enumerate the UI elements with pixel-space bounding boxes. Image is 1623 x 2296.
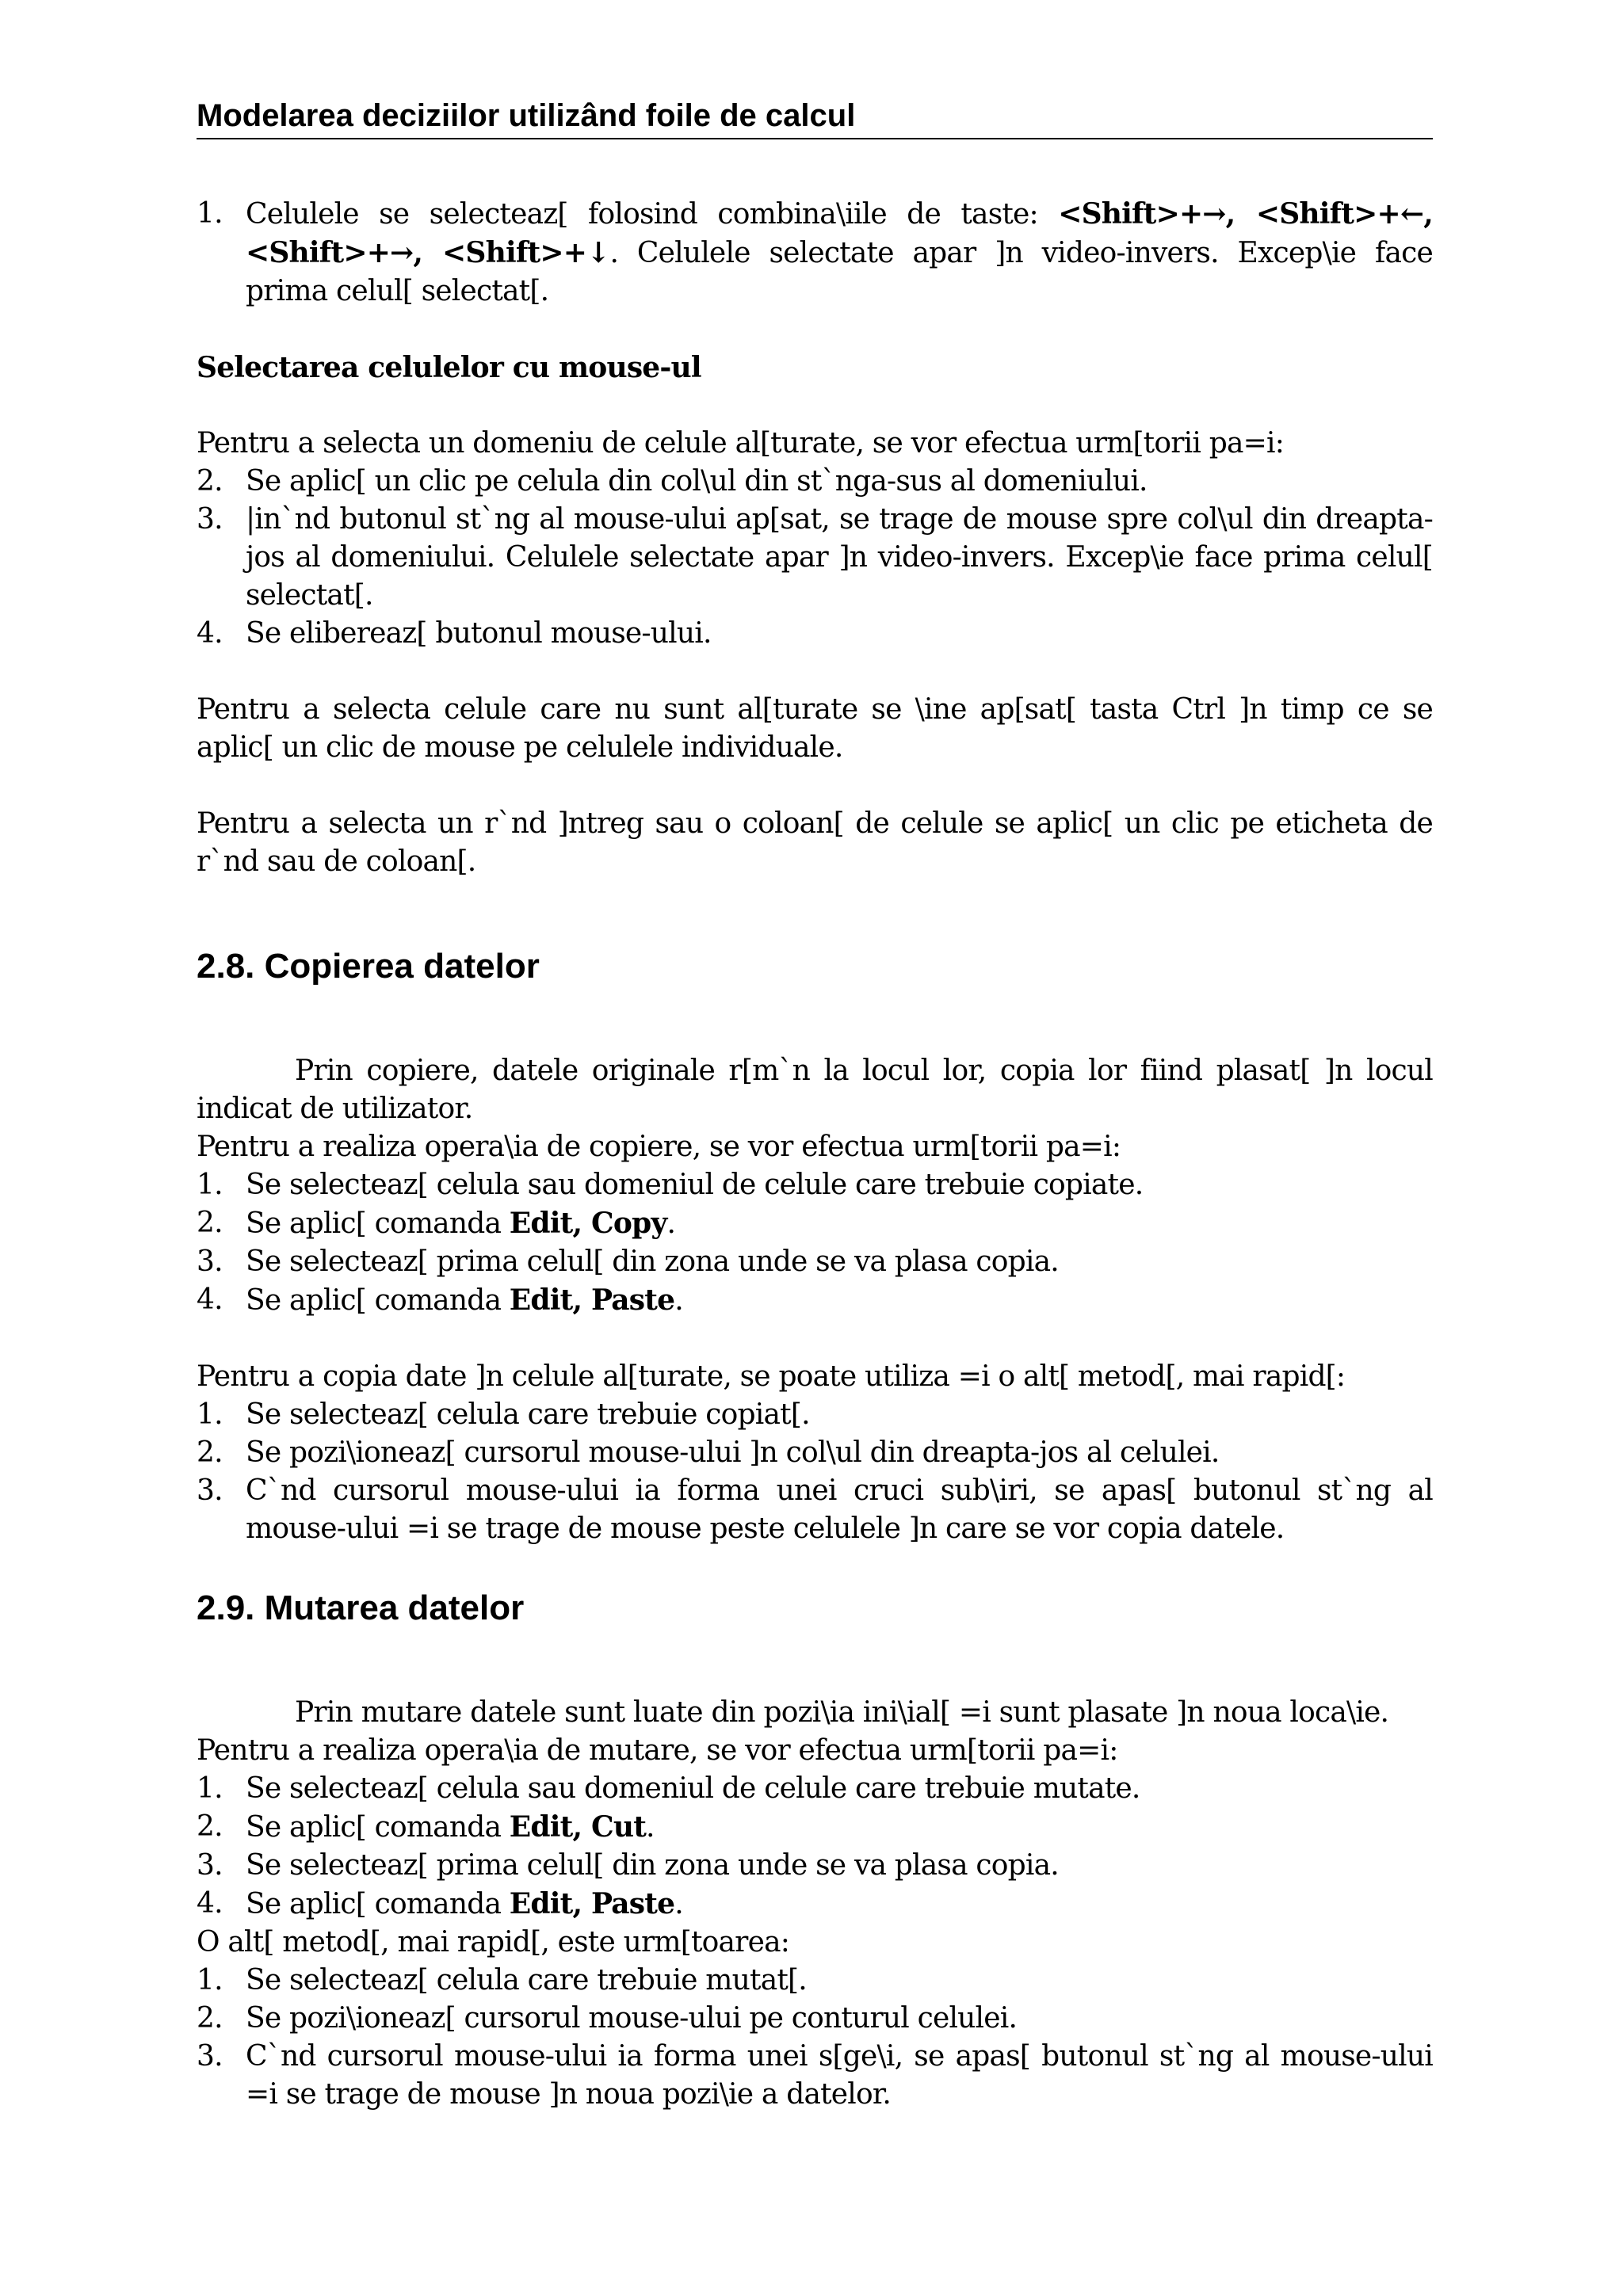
paragraph: Pentru a realiza opera\ia de copiere, se vor efectua urm[torii pa=i: bbox=[197, 1131, 1121, 1163]
list-text: Se selecteaz[ celula sau domeniul de celule care trebuie mutate. bbox=[246, 1772, 1140, 1805]
move-steps bbox=[197, 1770, 1433, 1924]
list-item bbox=[197, 1472, 1433, 1548]
list-text: Se aplic[ comanda bbox=[246, 1888, 510, 1920]
running-header: Modelarea deciziilor utilizând foile de calcul bbox=[197, 97, 1433, 139]
list-number: 2. bbox=[197, 465, 223, 498]
paragraph: O alt[ metod[, mai rapid[, este urm[toarea: bbox=[197, 1926, 790, 1958]
list-text: Se selecteaz[ celula care trebuie copiat[. bbox=[246, 1398, 810, 1431]
list-number: 4. bbox=[197, 1887, 223, 1920]
mouse-selection-steps bbox=[197, 463, 1433, 653]
list-number: 2. bbox=[197, 1207, 223, 1239]
paragraph: Pentru a selecta celule care nu sunt al[turate se \ine ap[sat[ tasta Ctrl ]n timp ce se aplic[ un clic de mouse pe celulele individuale. bbox=[197, 693, 1433, 764]
list-text: . Celulele selectate apar ]n video-invers. Excep\ie face prima celul[ selectat[. bbox=[246, 237, 1434, 307]
list-item bbox=[197, 1962, 1433, 2000]
list-item bbox=[197, 1396, 1433, 1434]
key-combinations: <Shift>+→, <Shift>+←, <Shift>+→, <Shift>+↓ bbox=[246, 197, 1433, 269]
list-number: 3. bbox=[197, 1474, 223, 1507]
list-item bbox=[197, 463, 1433, 501]
list-text: C`nd cursorul mouse-ului ia forma unei cruci sub\iri, se apas[ butonul st`ng al mouse-ului =i se trage de mouse peste celulele ]n care se vor copia datele. bbox=[246, 1474, 1433, 1545]
list-item bbox=[197, 1281, 1433, 1320]
list-text: Se pozi\ioneaz[ cursorul mouse-ului pe conturul celulei. bbox=[246, 2002, 1018, 2035]
list-text: . bbox=[646, 1811, 655, 1844]
list-text: C`nd cursorul mouse-ului ia forma unei s[ge\i, se apas[ butonul st`ng al mouse-ului =i se trage de mouse ]n noua pozi\ie a datelor. bbox=[246, 2040, 1433, 2111]
paragraph: Pentru a realiza opera\ia de mutare, se vor efectua urm[torii pa=i: bbox=[197, 1734, 1118, 1767]
list-number: 3. bbox=[197, 1849, 223, 1882]
command-name: Edit, Copy bbox=[509, 1207, 667, 1240]
section-heading-copy: 2.8. Copierea datelor bbox=[197, 947, 540, 986]
paragraph: Prin mutare datele sunt luate din pozi\ia ini\ial[ =i sunt plasate ]n noua loca\ie. bbox=[295, 1696, 1389, 1729]
list-item bbox=[197, 501, 1433, 615]
list-text: Se selecteaz[ prima celul[ din zona unde se va plasa copia. bbox=[246, 1849, 1059, 1882]
list-item bbox=[197, 195, 1433, 311]
list-text: Se aplic[ un clic pe celula din col\ul din st`nga-sus al domeniului. bbox=[246, 465, 1148, 498]
list-text: Se aplic[ comanda bbox=[246, 1207, 510, 1240]
command-name: Edit, Paste bbox=[509, 1887, 675, 1920]
list-item bbox=[197, 1770, 1433, 1808]
list-item bbox=[197, 2038, 1433, 2114]
list-item bbox=[197, 2000, 1433, 2038]
list-text: Se elibereaz[ butonul mouse-ului. bbox=[246, 617, 712, 650]
keyboard-selection-list bbox=[197, 195, 1433, 311]
list-number: 1. bbox=[197, 1772, 223, 1805]
list-number: 1. bbox=[197, 197, 223, 230]
list-number: 2. bbox=[197, 1810, 223, 1843]
list-item bbox=[197, 1166, 1433, 1204]
body-text bbox=[197, 195, 1433, 2114]
list-text: Se pozi\ioneaz[ cursorul mouse-ului ]n col\ul din dreapta-jos al celulei. bbox=[246, 1436, 1220, 1469]
list-item bbox=[197, 1847, 1433, 1885]
list-number: 4. bbox=[197, 617, 223, 650]
list-number: 4. bbox=[197, 1283, 223, 1316]
list-text: Se selecteaz[ celula care trebuie mutat[. bbox=[246, 1964, 807, 1997]
paragraph: Prin copiere, datele originale r[m`n la locul lor, copia lor fiind plasat[ ]n locul indicat de utilizator. bbox=[197, 1055, 1433, 1125]
list-text: Se aplic[ comanda bbox=[246, 1811, 510, 1844]
copy-steps bbox=[197, 1166, 1433, 1320]
list-text: . bbox=[674, 1888, 683, 1920]
section-heading-move: 2.9. Mutarea datelor bbox=[197, 1589, 525, 1627]
list-number: 3. bbox=[197, 2040, 223, 2073]
list-item bbox=[197, 1808, 1433, 1847]
list-text: Se selecteaz[ celula sau domeniul de celule care trebuie copiate. bbox=[246, 1169, 1144, 1201]
paragraph: Pentru a selecta un r`nd ]ntreg sau o coloan[ de celule se aplic[ un clic pe eticheta de r`nd sau de coloan[. bbox=[197, 807, 1433, 878]
list-number: 3. bbox=[197, 503, 223, 536]
list-item bbox=[197, 1885, 1433, 1924]
move-fast-steps bbox=[197, 1962, 1433, 2114]
list-number: 2. bbox=[197, 2002, 223, 2035]
list-number: 1. bbox=[197, 1398, 223, 1431]
list-text: Se selecteaz[ prima celul[ din zona unde se va plasa copia. bbox=[246, 1245, 1059, 1278]
paragraph: Pentru a selecta un domeniu de celule al[turate, se vor efectua urm[torii pa=i: bbox=[197, 427, 1285, 460]
list-item bbox=[197, 1204, 1433, 1243]
subheading-mouse-selection: Selectarea celulelor cu mouse-ul bbox=[197, 351, 701, 384]
list-number: 2. bbox=[197, 1436, 223, 1469]
list-text: Celulele se selecteaz[ folosind combina\iile de taste: bbox=[246, 198, 1059, 231]
copy-fast-steps bbox=[197, 1396, 1433, 1548]
list-number: 1. bbox=[197, 1169, 223, 1201]
paragraph: Pentru a copia date ]n celule al[turate, se poate utiliza =i o alt[ metod[, mai rapid[: bbox=[197, 1360, 1346, 1393]
command-name: Edit, Paste bbox=[509, 1283, 675, 1317]
list-item bbox=[197, 1434, 1433, 1472]
list-text: |in`nd butonul st`ng al mouse-ului ap[sat, se trage de mouse spre col\ul din dreapta-jos al domeniului. Celulele selectate apar ]n video-invers. Excep\ie face prima celul[ selectat[. bbox=[246, 503, 1433, 612]
list-item bbox=[197, 1243, 1433, 1281]
list-item bbox=[197, 615, 1433, 653]
list-text: Se aplic[ comanda bbox=[246, 1284, 510, 1317]
list-number: 1. bbox=[197, 1964, 223, 1997]
list-text: . bbox=[674, 1284, 683, 1317]
command-name: Edit, Cut bbox=[509, 1810, 647, 1844]
list-text: . bbox=[666, 1207, 676, 1240]
list-number: 3. bbox=[197, 1245, 223, 1278]
